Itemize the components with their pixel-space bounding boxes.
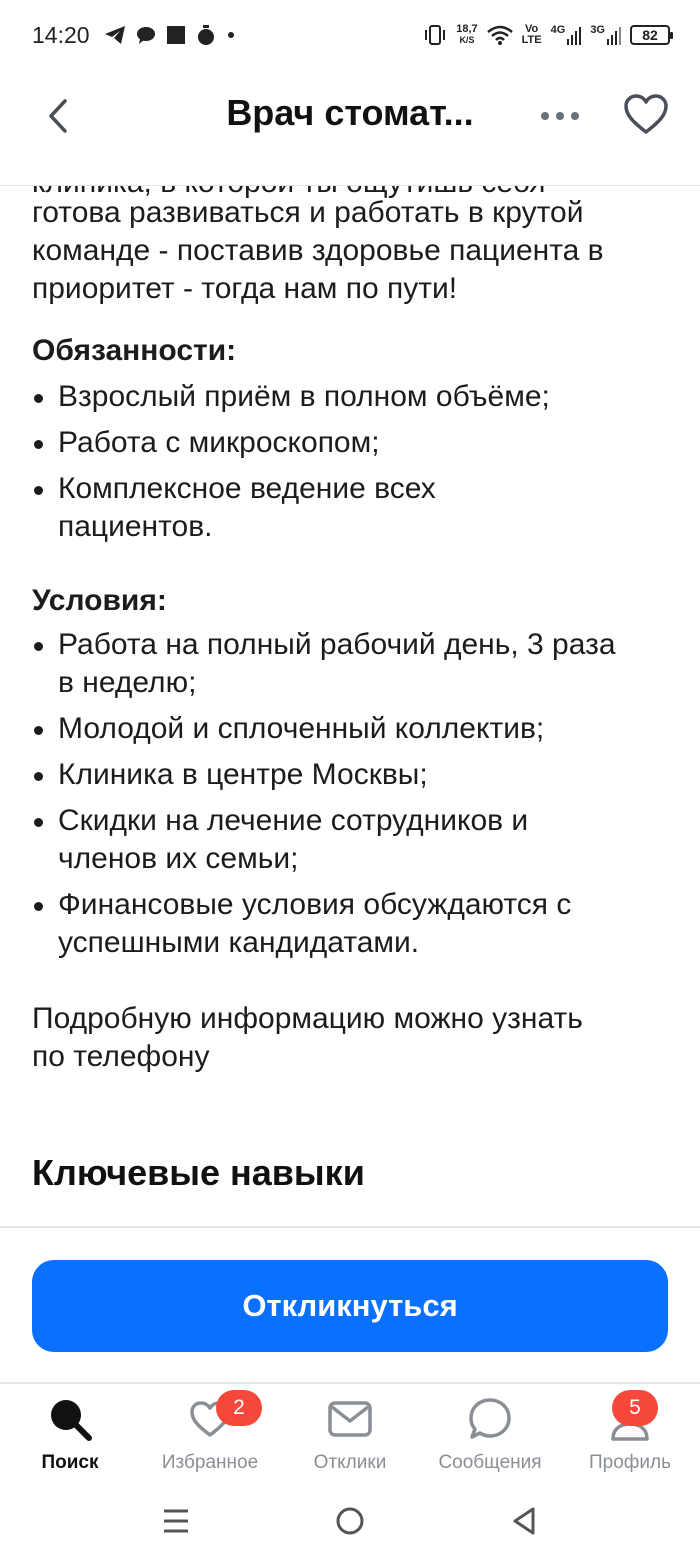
- chat-icon: [468, 1394, 512, 1444]
- battery-indicator: 82: [630, 25, 670, 45]
- apply-bar: [0, 1226, 700, 1384]
- list-item: Клиника в центре Москвы;: [32, 756, 672, 794]
- network-speed: [456, 24, 477, 46]
- net-type-4g: 4G: [550, 24, 566, 36]
- apply-button[interactable]: Откликнуться: [32, 1260, 668, 1352]
- clock: 14:20: [32, 21, 90, 48]
- list-item: Финансовые условия обсуждаются с успешными кандидатами.: [32, 886, 662, 962]
- conditions-title: Условия:: [32, 584, 167, 617]
- list-item: Взрослый приём в полном объёме;: [32, 378, 672, 416]
- skills-title: Ключевые навыки: [32, 1152, 365, 1193]
- nav-item-search[interactable]: [0, 1386, 140, 1480]
- nav-label-messages: Сообщения: [438, 1452, 542, 1473]
- menu-lines-icon: [162, 1507, 190, 1535]
- volte-bottom: LTE: [521, 34, 542, 46]
- recent-apps-button[interactable]: [89, 1507, 263, 1535]
- duties-list: [32, 378, 672, 554]
- system-back-button[interactable]: [437, 1506, 611, 1536]
- app-header: [0, 70, 700, 186]
- volte-indicator: [522, 24, 542, 46]
- home-button[interactable]: [263, 1506, 437, 1536]
- app-square-icon: [166, 25, 186, 45]
- list-item: Молодой и сплоченный коллектив;: [32, 710, 672, 748]
- duties-title: Обязанности:: [32, 334, 237, 367]
- nav-item-responses[interactable]: [280, 1386, 420, 1480]
- net-type-3g: 3G: [590, 24, 605, 36]
- list-item: Работа на полный рабочий день, 3 раза в неделю;: [32, 626, 632, 702]
- favorite-button[interactable]: [620, 88, 672, 140]
- signal-bars-icon: [567, 25, 581, 45]
- signal-bars-icon: [607, 25, 621, 45]
- timer-icon: [196, 24, 216, 46]
- favorites-badge: 2: [216, 1390, 262, 1426]
- nav-label-responses: Отклики: [313, 1452, 387, 1473]
- circle-icon: [335, 1506, 365, 1536]
- signal-4g: [551, 25, 582, 45]
- more-dots-icon: [540, 111, 580, 121]
- network-speed-value: 18,7: [456, 23, 478, 35]
- back-button[interactable]: [36, 94, 80, 138]
- list-item: Комплексное ведение всех пациентов.: [32, 470, 532, 546]
- phone-note: Подробную информацию можно узнать по телефону: [32, 1002, 583, 1073]
- more-options-button[interactable]: [536, 94, 584, 138]
- vibrate-icon: [423, 24, 447, 46]
- message-icon: [136, 25, 156, 45]
- chevron-left-icon: [48, 99, 68, 133]
- dot-icon: [226, 30, 236, 40]
- nav-item-messages[interactable]: [420, 1386, 560, 1480]
- status-bar-left: [32, 22, 236, 49]
- nav-label-search: Поиск: [41, 1452, 99, 1473]
- list-item: Скидки на лечение сотрудников и членов их семьи;: [32, 802, 632, 878]
- triangle-back-icon: [511, 1506, 537, 1536]
- conditions-list: [32, 626, 672, 970]
- mail-icon: [328, 1394, 372, 1444]
- telegram-icon: [104, 25, 126, 45]
- system-navigation-bar: [0, 1486, 700, 1556]
- bottom-navigation: [0, 1386, 700, 1480]
- nav-label-profile: Профиль: [588, 1452, 672, 1473]
- page-title: Врач стомат...: [226, 92, 474, 133]
- nav-item-favorites[interactable]: [140, 1386, 280, 1480]
- search-icon: [48, 1394, 92, 1444]
- volte-top: Vo: [525, 23, 539, 35]
- intro-paragraph: готова развиваться и работать в крутой команде - поставив здоровье пациента в приоритет - тогда нам по пути!: [32, 196, 604, 305]
- wifi-icon: [487, 25, 513, 45]
- status-bar-right: [423, 24, 670, 46]
- nav-item-profile[interactable]: [560, 1386, 700, 1480]
- profile-badge: 5: [612, 1390, 658, 1426]
- status-bar: [0, 0, 700, 70]
- heart-icon: [623, 93, 669, 135]
- vacancy-description[interactable]: [0, 186, 700, 1226]
- network-speed-unit: K/S: [459, 35, 475, 45]
- nav-label-favorites: Избранное: [161, 1452, 259, 1473]
- list-item: Работа с микроскопом;: [32, 424, 672, 462]
- signal-3g: [590, 25, 621, 45]
